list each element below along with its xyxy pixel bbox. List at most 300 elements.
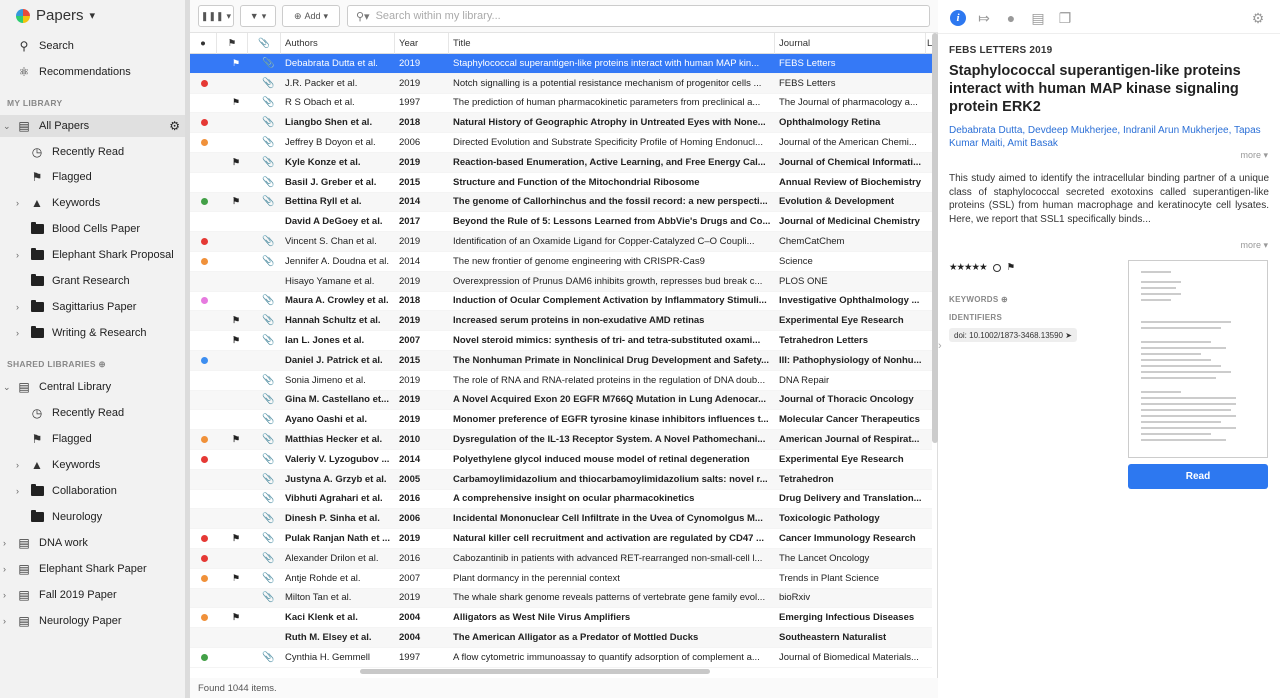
cell-year: 2019 [399, 275, 421, 287]
sidebar-item[interactable] [0, 584, 186, 606]
paperclip-icon: 📎 [262, 453, 275, 465]
thumbnail-text-line [1141, 353, 1201, 355]
app-name: Papers [36, 7, 84, 24]
flag-icon: ⚑ [232, 156, 241, 167]
table-header [190, 33, 932, 54]
sidebar-item-label: Neurology Paper [39, 615, 122, 627]
cell-journal: Journal of Medicinal Chemistry [779, 216, 920, 228]
sidebar-item[interactable] [0, 61, 186, 83]
cell-title: Reaction-based Enumeration, Active Learning, and Free Energy Cal... [453, 156, 766, 168]
table-row[interactable] [190, 232, 932, 252]
flag-icon: ⚑ [227, 38, 237, 49]
table-row[interactable] [190, 391, 932, 411]
cell-authors: Hannah Schultz et al. [285, 315, 381, 327]
sidebar-item-label: Grant Research [52, 275, 130, 287]
rating-row [949, 262, 1015, 273]
scrollbar-thumb[interactable] [360, 669, 710, 674]
paperclip-icon: 📎 [262, 335, 275, 347]
pdf-thumbnail[interactable] [1128, 260, 1268, 458]
library-icon: ▤ [18, 380, 30, 394]
sidebar-item[interactable] [0, 296, 186, 318]
thumbnail-text-line [1141, 359, 1211, 361]
sidebar-item[interactable] [0, 480, 186, 502]
table-row[interactable] [190, 371, 932, 391]
sidebar-item[interactable] [0, 115, 186, 137]
sidebar-item[interactable] [0, 192, 186, 214]
detail-authors[interactable]: Debabrata Dutta, Devdeep Mukherjee, Indranil Arun Mukherjee, Tapas Kumar Maiti, Amit Basak [949, 125, 1261, 149]
paperclip-icon: 📎 [262, 57, 275, 69]
paperclip-icon: 📎 [262, 255, 275, 267]
cell-authors: Vincent S. Chan et al. [285, 236, 377, 248]
cell-journal: FEBS Letters [779, 77, 836, 89]
status-bar: Found 1044 items. [190, 678, 938, 698]
folder-icon [30, 248, 44, 262]
cell-journal: Experimental Eye Research [779, 315, 904, 327]
flag-icon[interactable]: ⚑ [1006, 262, 1016, 273]
cell-year: 2019 [399, 394, 421, 406]
columns-icon: ❚❚❚ [200, 10, 224, 21]
cell-journal: Emerging Infectious Diseases [779, 612, 915, 624]
cell-year: 2017 [399, 216, 421, 228]
table-row[interactable] [190, 569, 932, 589]
table-row[interactable] [190, 450, 932, 470]
color-label-dot [201, 139, 208, 146]
col-journal[interactable]: Journal [775, 33, 926, 54]
thumbnail-text-line [1141, 409, 1231, 411]
paperclip-icon: 📎 [262, 572, 275, 584]
paperclip-icon: 📎 [262, 77, 275, 89]
chevron-right-icon[interactable]: › [16, 302, 19, 312]
paperclip-icon: 📎 [262, 592, 275, 604]
library-icon: ▤ [18, 562, 30, 576]
table-row[interactable] [190, 589, 932, 609]
chevron-down-icon: ▾ [323, 10, 329, 21]
cell-year: 2019 [399, 236, 421, 248]
color-label-dot [201, 238, 208, 245]
cell-journal: Experimental Eye Research [779, 453, 904, 465]
sidebar-item-label: Fall 2019 Paper [39, 589, 117, 601]
toolbar [190, 0, 938, 33]
flag-icon: ⚑ [232, 335, 241, 346]
thumbnail-text-line [1141, 287, 1176, 289]
thumbnail-text-line [1141, 281, 1181, 283]
sidebar-item[interactable] [0, 270, 186, 292]
chevron-down-icon[interactable]: ⌄ [3, 120, 11, 131]
cell-authors: Antje Rohde et al. [285, 572, 361, 584]
flag-icon: ⚑ [232, 612, 241, 623]
cell-authors: Pulak Ranjan Nath et ... [285, 533, 391, 545]
cell-authors: Cynthia H. Gemmell [285, 651, 370, 663]
share-icon[interactable]: ⤇ [978, 9, 990, 26]
cell-year: 2018 [399, 117, 421, 129]
abstract-more-link[interactable]: more ▾ [1240, 240, 1268, 250]
paperclip-icon: 📎 [262, 137, 275, 149]
cell-title: The new frontier of genome engineering with CRISPR-Cas9 [453, 255, 705, 267]
cell-journal: Investigative Ophthalmology ... [779, 295, 920, 307]
cell-title: Natural History of Geographic Atrophy in Untreated Eyes with None... [453, 117, 766, 129]
status-dot-icon: ● [200, 38, 206, 49]
thumbnail-text-line [1141, 271, 1171, 273]
add-circle-icon[interactable]: ⊕ [98, 359, 106, 369]
add-button-label: Add [304, 11, 321, 21]
collapse-details-icon[interactable]: › [938, 340, 942, 352]
table-row[interactable] [190, 272, 932, 292]
color-label-dot [201, 80, 208, 87]
cell-title: Plant dormancy in the perennial context [453, 572, 620, 584]
library-search-input[interactable] [347, 5, 930, 27]
keywords-label[interactable]: KEYWORDS ⊕ [949, 295, 1009, 304]
cell-year: 2019 [399, 315, 421, 327]
table-row[interactable] [190, 608, 932, 628]
sidebar-item-label: Search [39, 40, 74, 52]
filter-button[interactable] [240, 5, 276, 27]
table-row[interactable] [190, 292, 932, 312]
cell-authors: Basil J. Greber et al. [285, 176, 377, 188]
plus-circle-icon: ⊕ [293, 10, 302, 21]
thumbnail-text-line [1141, 433, 1211, 435]
cell-title: Natural killer cell recruitment and activation are regulated by CD47 ... [453, 533, 764, 545]
cell-authors: Justyna A. Grzyb et al. [285, 473, 387, 485]
color-label-dot [201, 456, 208, 463]
flag-icon: ⚑ [232, 434, 241, 445]
cell-title: The whale shark genome reveals patterns of vertebrate gene family evol... [453, 592, 766, 604]
table-row[interactable] [190, 509, 932, 529]
cell-year: 2019 [399, 156, 421, 168]
cell-journal: Molecular Cancer Therapeutics [779, 414, 920, 426]
sidebar-item-label: Recently Read [52, 146, 125, 158]
cell-journal: Tetrahedron Letters [779, 335, 869, 347]
cell-title: A flow cytometric immunoassay to quantify adsorption of complement a... [453, 651, 760, 663]
table-row[interactable] [190, 193, 932, 213]
thumbnail-text-line [1141, 365, 1221, 367]
color-label-dot [201, 555, 208, 562]
cell-journal: Trends in Plant Science [779, 572, 879, 584]
library-icon: ▤ [18, 588, 30, 602]
cell-year: 2014 [399, 196, 421, 208]
horizontal-scrollbar[interactable] [190, 669, 932, 675]
cell-year: 2015 [399, 176, 421, 188]
table-row[interactable] [190, 94, 932, 114]
table-row[interactable] [190, 351, 932, 371]
table-row[interactable] [190, 430, 932, 450]
table-row[interactable] [190, 470, 932, 490]
cell-year: 2019 [399, 57, 421, 69]
authors-more-link[interactable]: more ▾ [1240, 150, 1268, 160]
paperclip-icon: 📎 [262, 394, 275, 406]
cell-journal: Drug Delivery and Translation... [779, 493, 922, 505]
paperclip-icon: 📎 [262, 434, 275, 446]
cell-journal: Science [779, 255, 813, 267]
table-row[interactable] [190, 529, 932, 549]
sidebar-item[interactable] [0, 244, 186, 266]
chevron-right-icon[interactable]: › [3, 564, 6, 574]
cell-journal: FEBS Letters [779, 57, 836, 69]
settings-gear-icon[interactable]: ⚙ [1251, 9, 1265, 26]
cell-year: 2019 [399, 414, 421, 426]
my-library-heading: MY LIBRARY [7, 98, 63, 108]
cell-year: 2019 [399, 374, 421, 386]
info-icon[interactable]: i [949, 9, 967, 27]
sidebar-item[interactable] [0, 166, 186, 188]
thumbnail-text-line [1141, 439, 1226, 441]
sidebar [0, 0, 186, 698]
sidebar-item-label: Recommendations [39, 66, 131, 78]
table-row[interactable] [190, 133, 932, 153]
cell-journal: III: Pathophysiology of Nonhu... [779, 354, 922, 366]
thumbnail-text-line [1141, 377, 1216, 379]
sidebar-item[interactable] [0, 558, 186, 580]
paperclip-icon: 📎 [262, 414, 275, 426]
sidebar-item-label: Keywords [52, 197, 101, 209]
cell-authors: Matthias Hecker et al. [285, 434, 383, 446]
cell-title: The Nonhuman Primate in Nonclinical Drug Development and Safety... [453, 354, 770, 366]
col-authors[interactable]: Authors [281, 33, 395, 54]
flag-icon: ⚑ [31, 170, 43, 184]
table-row[interactable] [190, 173, 932, 193]
thumbnail-text-line [1141, 347, 1226, 349]
cell-journal: DNA Repair [779, 374, 830, 386]
paperclip-icon: 📎 [262, 552, 275, 564]
chevron-right-icon[interactable]: › [3, 590, 6, 600]
cell-year: 2010 [399, 434, 421, 446]
paperclip-icon: 📎 [262, 533, 275, 545]
arrow-circle-icon: ➤ [1065, 330, 1072, 340]
paperclip-icon: 📎 [262, 196, 275, 208]
paperclip-icon: 📎 [262, 295, 275, 307]
thumbnail-text-line [1141, 397, 1236, 399]
table-row[interactable] [190, 212, 932, 232]
folder-icon [30, 222, 44, 236]
chevron-right-icon[interactable]: › [3, 538, 6, 548]
cell-year: 2006 [399, 137, 421, 149]
sidebar-item-label: Recently Read [52, 407, 125, 419]
paperclip-icon: 📎 [262, 651, 275, 663]
cell-year: 2004 [399, 632, 421, 644]
table-row[interactable] [190, 153, 932, 173]
cell-journal: The Journal of pharmacology a... [779, 97, 918, 109]
sidebar-item[interactable] [0, 35, 186, 57]
library-icon: ▤ [18, 119, 30, 133]
table-row[interactable] [190, 54, 932, 74]
paperclip-icon: 📎 [262, 236, 275, 248]
sidebar-item[interactable] [0, 376, 186, 398]
app-switcher[interactable] [16, 7, 95, 24]
comment-icon[interactable]: ● [1006, 10, 1016, 26]
cell-journal: Southeastern Naturalist [779, 632, 887, 644]
detail-abstract: This study aimed to identify the intracellular binding partner of a unique class of staphylococcal secreted exotoxins called superantigen-like proteins (SSL) from human macrophage and keratinocyte cell lysates. Here, we report that SSL1 specifically binds... [949, 173, 1269, 225]
chevron-right-icon[interactable]: › [16, 328, 19, 338]
table-row[interactable] [190, 628, 932, 648]
sidebar-item[interactable] [0, 532, 186, 554]
search-icon: ⚲▾ [356, 10, 370, 23]
cell-title: Dysregulation of the IL-13 Receptor System. A Novel Pathomechani... [453, 434, 766, 446]
cell-journal: American Journal of Respirat... [779, 434, 920, 446]
color-label-dot [201, 297, 208, 304]
color-label-dot [201, 258, 208, 265]
chevron-right-icon[interactable]: › [16, 486, 19, 496]
thumbnail-text-line [1141, 415, 1236, 417]
thumbnail-text-line [1141, 391, 1181, 393]
star-rating[interactable]: ★★★★★ [949, 262, 987, 273]
cell-authors: David A DeGoey et al. [285, 216, 383, 228]
library-icon: ▤ [18, 536, 30, 550]
cell-year: 1997 [399, 651, 421, 663]
read-button[interactable]: Read [1128, 464, 1268, 489]
sidebar-item[interactable] [0, 322, 186, 344]
table-row[interactable] [190, 648, 932, 668]
cell-title: The prediction of human pharmacokinetic parameters from preclinical a... [453, 97, 761, 109]
cell-authors: Vibhuti Agrahari et al. [285, 493, 383, 505]
flag-icon: ⚑ [232, 196, 241, 207]
table-row[interactable] [190, 113, 932, 133]
details-pane [938, 0, 1280, 698]
cell-year: 2018 [399, 295, 421, 307]
folder-icon [30, 274, 44, 288]
paperclip-icon: 📎 [262, 97, 275, 109]
detail-journal: FEBS LETTERS 2019 [949, 45, 1053, 56]
paper-table-body [190, 54, 932, 669]
thumbnail-text-line [1141, 427, 1236, 429]
cell-authors: Jeffrey B Doyon et al. [285, 137, 376, 149]
col-title[interactable]: Title [449, 33, 775, 54]
columns-button[interactable] [198, 5, 234, 27]
cell-title: Cabozantinib in patients with advanced RET-rearranged non-small-cell l... [453, 552, 763, 564]
sidebar-item[interactable] [0, 610, 186, 632]
sidebar-item-label: Sagittarius Paper [52, 301, 137, 313]
chevron-right-icon[interactable]: › [16, 198, 19, 208]
cell-authors: Debabrata Dutta et al. [285, 57, 378, 69]
flag-icon: ⚑ [232, 315, 241, 326]
col-year[interactable]: Year [395, 33, 449, 54]
sidebar-item[interactable] [0, 402, 186, 424]
sidebar-item-label: Writing & Research [52, 327, 147, 339]
chevron-right-icon[interactable]: › [16, 250, 19, 260]
identifiers-label: IDENTIFIERS [949, 313, 1003, 322]
cell-year: 2004 [399, 612, 421, 624]
thumbnail-text-line [1141, 293, 1181, 295]
cell-journal: PLOS ONE [779, 275, 828, 287]
cell-year: 2014 [399, 453, 421, 465]
cell-title: Notch signalling is a potential resistance mechanism of progenitor cells ... [453, 77, 762, 89]
cell-authors: Kaci Klenk et al. [285, 612, 358, 624]
cell-authors: Dinesh P. Sinha et al. [285, 513, 380, 525]
paperclip-icon: 📎 [262, 315, 275, 327]
stats-icon[interactable]: ▤ [1031, 9, 1045, 26]
cell-title: Novel steroid mimics: synthesis of tri- and tetra-substituted oxami... [453, 335, 761, 347]
table-row[interactable] [190, 311, 932, 331]
gear-icon: ⚛ [18, 65, 30, 79]
thumbnail-text-line [1141, 327, 1221, 329]
flag-icon: ⚑ [232, 533, 241, 544]
sidebar-item-label: Elephant Shark Proposal [52, 249, 174, 261]
col-status[interactable] [190, 33, 217, 54]
sidebar-item-label: Blood Cells Paper [52, 223, 141, 235]
cell-journal: Journal of Biomedical Materials... [779, 651, 919, 663]
cell-year: 2007 [399, 335, 421, 347]
paperclip-icon: 📎 [262, 176, 275, 188]
cell-year: 2019 [399, 533, 421, 545]
sidebar-item[interactable] [0, 428, 186, 450]
folder-icon [30, 510, 44, 524]
papers-logo-icon [16, 9, 30, 23]
cell-title: A Novel Acquired Exon 20 EGFR M766Q Mutation in Lung Adenocar... [453, 394, 767, 406]
thumbnail-text-line [1141, 371, 1231, 373]
cell-year: 2019 [399, 77, 421, 89]
color-label-dot [201, 198, 208, 205]
paperclip-icon: 📎 [262, 513, 275, 525]
table-row[interactable] [190, 252, 932, 272]
table-row[interactable] [190, 549, 932, 569]
documents-icon[interactable]: ❐ [1058, 9, 1072, 26]
chevron-down-icon: ▾ [261, 10, 267, 21]
cell-authors: Daniel J. Patrick et al. [285, 354, 383, 366]
sidebar-item[interactable] [0, 454, 186, 476]
cell-journal: Toxicologic Pathology [779, 513, 880, 525]
paperclip-icon: 📎 [262, 117, 275, 129]
cell-journal: Ophthalmology Retina [779, 117, 881, 129]
cell-authors: Hisayo Yamane et al. [285, 275, 375, 287]
paperclip-icon: 📎 [262, 156, 275, 168]
shared-libraries-heading: SHARED LIBRARIES ⊕ [7, 359, 106, 369]
cell-journal: Journal of Chemical Informati... [779, 156, 921, 168]
cell-title: Identification of an Oxamide Ligand for Copper-Catalyzed C–O Coupli... [453, 236, 755, 248]
chevron-down-icon[interactable]: ⌄ [3, 381, 11, 392]
cell-title: Polyethylene glycol induced mouse model of retinal degeneration [453, 453, 750, 465]
col-flag[interactable] [217, 33, 248, 54]
doi-badge[interactable]: doi: 10.1002/1873-3468.13590 ➤ [949, 328, 1077, 342]
cell-year: 2007 [399, 572, 421, 584]
sidebar-item[interactable] [0, 218, 186, 240]
cell-authors: Ian L. Jones et al. [285, 335, 365, 347]
cell-journal: ChemCatChem [779, 236, 845, 248]
cell-authors: Liangbo Shen et al. [285, 117, 373, 129]
cell-authors: J.R. Packer et al. [285, 77, 358, 89]
cell-authors: Maura A. Crowley et al. [285, 295, 389, 307]
cell-year: 2006 [399, 513, 421, 525]
sidebar-item-label: Flagged [52, 171, 92, 183]
chevron-down-icon: ▾ [89, 10, 96, 22]
cell-year: 2016 [399, 493, 421, 505]
chevron-right-icon[interactable]: › [3, 616, 6, 626]
status-circle-icon[interactable] [993, 264, 1001, 272]
cell-title: Directed Evolution and Substrate Specificity Profile of Homing Endonucl... [453, 137, 763, 149]
chevron-right-icon[interactable]: › [16, 460, 19, 470]
color-label-dot [201, 119, 208, 126]
col-attachment[interactable] [248, 33, 281, 54]
table-row[interactable] [190, 410, 932, 430]
col-extra[interactable]: L [927, 38, 933, 49]
cell-title: A comprehensive insight on ocular pharmacokinetics [453, 493, 695, 505]
color-label-dot [201, 535, 208, 542]
cell-title: Staphylococcal superantigen-like proteins interact with human MAP kin... [453, 57, 760, 69]
flag-icon: ⚑ [31, 432, 43, 446]
add-button[interactable] [282, 5, 340, 27]
sidebar-item[interactable] [0, 506, 186, 528]
table-row[interactable] [190, 490, 932, 510]
cell-authors: Milton Tan et al. [285, 592, 352, 604]
table-row[interactable] [190, 74, 932, 94]
cell-journal: bioRxiv [779, 592, 811, 604]
cell-journal: Annual Review of Biochemistry [779, 176, 922, 188]
cell-title: Carbamoylimidazolium and thiocarbamoylimidazolium salts: novel r... [453, 473, 768, 485]
settings-gear-icon[interactable]: ⚙ [169, 119, 180, 133]
paperclip-icon: 📎 [262, 493, 275, 505]
add-circle-icon: ⊕ [1001, 295, 1009, 304]
table-row[interactable] [190, 331, 932, 351]
sidebar-item[interactable] [0, 141, 186, 163]
cell-journal: Tetrahedron [779, 473, 834, 485]
color-label-dot [201, 436, 208, 443]
